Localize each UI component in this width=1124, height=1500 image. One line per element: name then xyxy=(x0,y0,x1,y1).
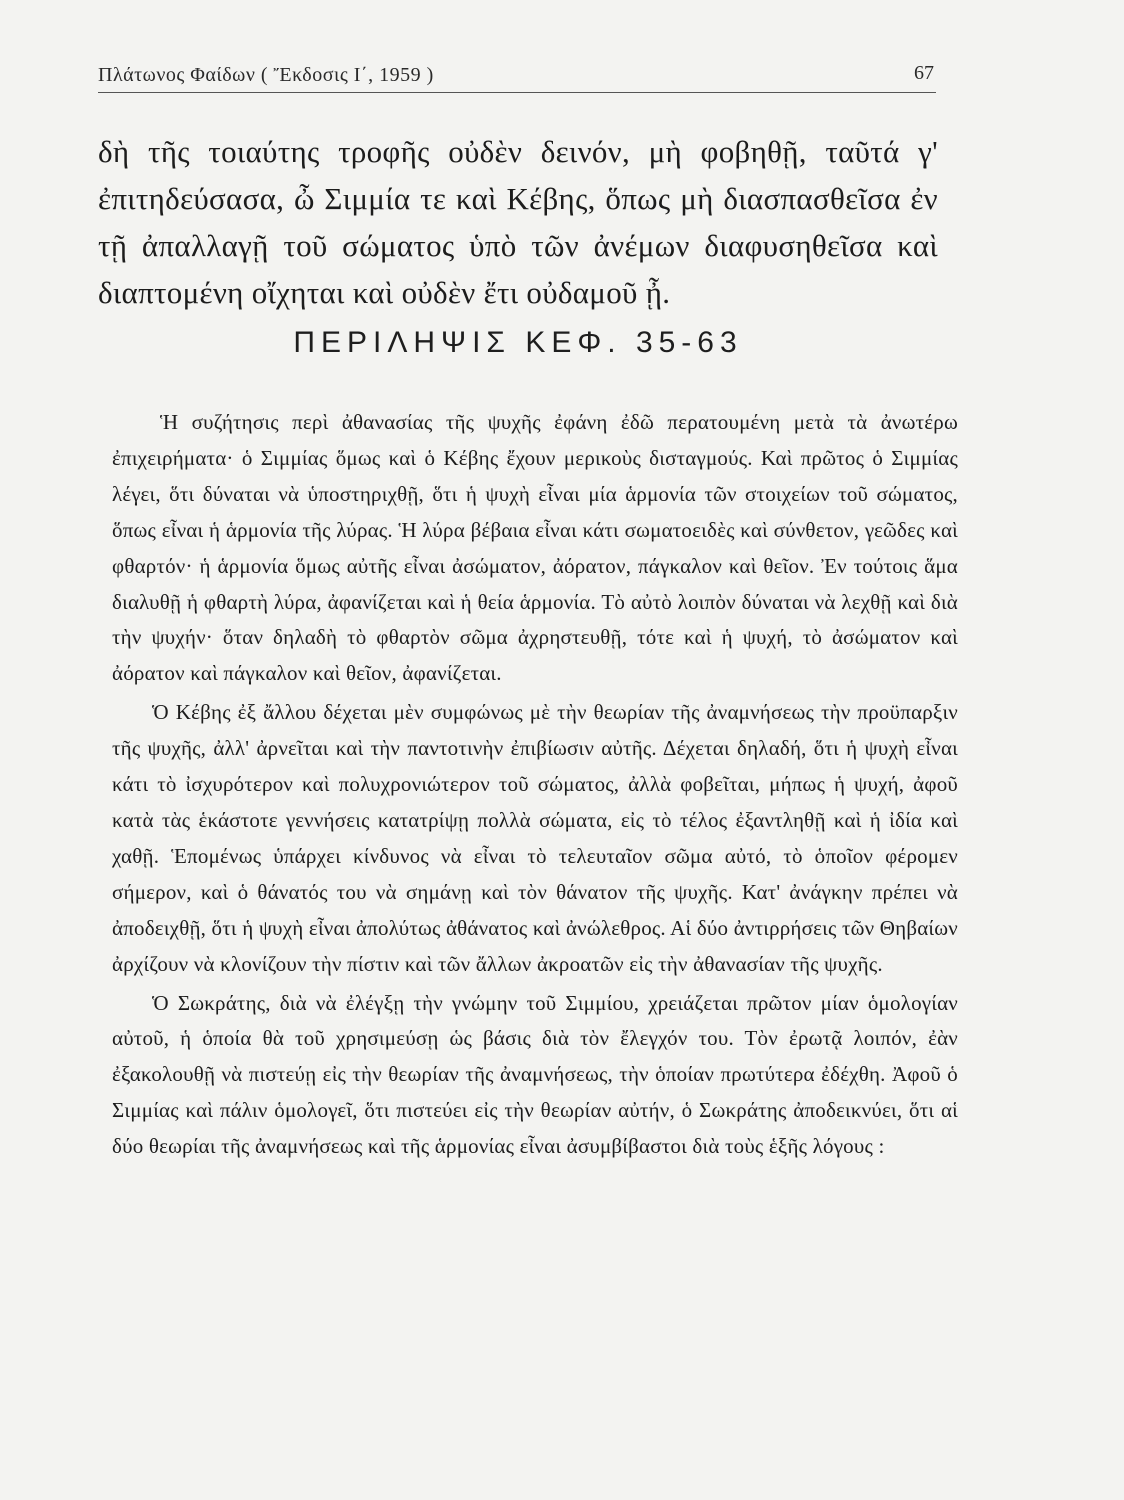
running-header xyxy=(98,62,936,93)
summary-paragraph: Ὁ Σωκράτης, διὰ νὰ ἐλέγξῃ τὴν γνώμην τοῦ Σιμμίου, χρειάζεται πρῶτον μίαν ὁμολογίαν αὐτοῦ, ἡ ὁποία θὰ τοῦ χρησιμεύσῃ ὡς βάσις διὰ τὸν ἔλεγχόν του. Τὸν ἐρωτᾷ λοιπόν, ἐὰν ἐξακολουθῇ νὰ πιστεύῃ εἰς τὴν θεωρίαν τῆς ἀναμνήσεως, τὴν ὁποίαν πρωτύτερα ἐδέχθη. Ἀφοῦ ὁ Σιμμίας καὶ πάλιν ὁμολογεῖ, ὅτι πιστεύει εἰς τὴν θεωρίαν αὐτήν, ὁ Σωκράτης ἀποδεικνύει, ὅτι αἱ δύο θεωρίαι τῆς ἀναμνήσεως καὶ τῆς ἁρμονίας εἶναι ἀσυμβίβαστοι διὰ τοὺς ἑξῆς λόγους : xyxy=(112,990,958,1159)
summary-paragraph: Ὁ Κέβης ἐξ ἄλλου δέχεται μὲν συμφώνως μὲ τὴν θεωρίαν τῆς ἀναμνήσεως τὴν προϋπαρξιν τῆς ψυχῆς, ἀλλ' ἀρνεῖται καὶ τὴν παντοτινὴν ἐπιβίωσιν αὐτῆς. Δέχεται δηλαδή, ὅτι ἡ ψυχὴ εἶναι κάτι τὸ ἰσχυρότερον καὶ πολυχρονιώτερον τοῦ σώματος, ἀλλὰ φοβεῖται, μήπως ἡ ψυχή, ἀφοῦ κατὰ τὰς ἑκάστοτε γεννήσεις κατατρίψῃ πολλὰ σώματα, εἰς τὸ τέλος ἐξαντληθῇ καὶ ἡ ἰδία καὶ χαθῇ. Ἑπομένως ὑπάρχει κίνδυνος νὰ εἶναι τὸ τελευταῖον σῶμα αὐτό, τὸ ὁποῖον φέρομεν σήμερον, καὶ ὁ θάνατός του νὰ σημάνῃ καὶ τὸν θάνατον τῆς ψυχῆς. Κατ' ἀνάγκην πρέπει νὰ ἀποδειχθῇ, ὅτι ἡ ψυχὴ εἶναι ἀπολύτως ἀθάνατος καὶ ἀνώλεθρος. Αἱ δύο ἀντιρρήσεις τῶν Θηβαίων ἀρχίζουν νὰ κλονίζουν τὴν πίστιν καὶ τῶν ἄλλων ἀκροατῶν εἰς τὴν ἀθανασίαν τῆς ψυχῆς. xyxy=(112,700,958,976)
page-number: 67 xyxy=(914,62,934,84)
section-heading: ΠΕΡΙΛΗΨΙΣ ΚΕΦ. 35-63 xyxy=(293,326,743,359)
running-title: Πλάτωνος Φαίδων ( Ἔκδοσις Ι΄, 1959 ) xyxy=(98,64,434,86)
opening-paragraph: δὴ τῆς τοιαύτης τροφῆς οὐδὲν δεινόν, μὴ φοβηθῇ, ταῦτά γ' ἐπιτηδεύσασα, ὦ Σιμμία τε καὶ Κέβης, ὅπως μὴ διασπασθεῖσα ἐν τῇ ἀπαλλαγῇ τοῦ σώματος ὑπὸ τῶν ἀνέμων διαφυσηθεῖσα καὶ διαπτομένη οἴχηται καὶ οὐδὲν ἔτι οὐδαμοῦ ᾖ. xyxy=(98,134,938,310)
summary-paragraph: Ἡ συζήτησις περὶ ἀθανασίας τῆς ψυχῆς ἐφάνη ἐδῶ περατουμένη μετὰ τὰ ἀνωτέρω ἐπιχειρήματα· ὁ Σιμμίας ὅμως καὶ ὁ Κέβης ἔχουν μερικοὺς δισταγμούς. Καὶ πρῶτος ὁ Σιμμίας λέγει, ὅτι δύναται νὰ ὑποστηριχθῇ, ὅτι ἡ ψυχὴ εἶναι μία ἁρμονία τῶν στοιχείων τοῦ σώματος, ὅπως εἶναι ἡ ἁρμονία τῆς λύρας. Ἡ λύρα βέβαια εἶναι κάτι σωματοειδὲς καὶ σύνθετον, γεῶδες καὶ φθαρτόν· ἡ ἁρμονία ὅμως αὐτῆς εἶναι ἀσώματον, ἀόρατον, πάγκαλον καὶ θεῖον. Ἐν τούτοις ἅμα διαλυθῇ ἡ φθαρτὴ λύρα, ἀφανίζεται καὶ ἡ θεία ἁρμονία. Τὸ αὐτὸ λοιπὸν δύναται νὰ λεχθῇ καὶ διὰ τὴν ψυχήν· ὅταν δηλαδὴ τὸ φθαρτὸν σῶμα ἀχρηστευθῇ, τότε καὶ ἡ ψυχή, τὸ ἀσώματον καὶ ἀόρατον καὶ πάγκαλον καὶ θεῖον, ἀφανίζεται. xyxy=(112,410,958,686)
summary-body xyxy=(112,405,958,1165)
